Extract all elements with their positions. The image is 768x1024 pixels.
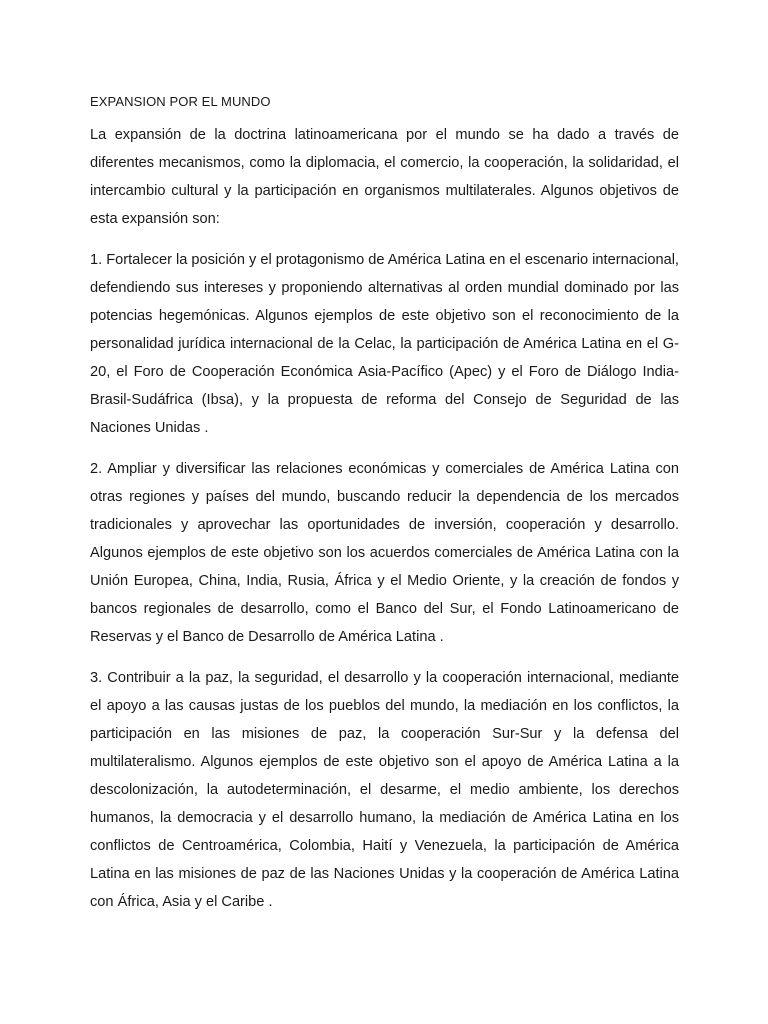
objective-2-paragraph: 2. Ampliar y diversificar las relaciones económicas y comerciales de América Latina con otras regiones y países del mundo, buscando reducir la dependencia de los mercados tradicionales y aprovechar las oportunidades de inversión, cooperación y desarrollo. Algunos ejemplos de este objetivo son los acuerdos comerciales de América Latina con la Unión Europea, China, India, Rusia, África y el Medio Oriente, y la creación de fondos y bancos regionales de desarrollo, como el Banco del Sur, el Fondo Latinoamericano de Reservas y el Banco de Desarrollo de América Latina . (90, 461, 679, 645)
intro-paragraph: La expansión de la doctrina latinoamericana por el mundo se ha dado a través de diferentes mecanismos, como la diplomacia, el comercio, la cooperación, la solidaridad, el intercambio cultural y la participación en organismos multilaterales. Algunos objetivos de esta expansión son: (90, 127, 679, 227)
objective-1-paragraph: 1. Fortalecer la posición y el protagonismo de América Latina en el escenario internacional, defendiendo sus intereses y proponiendo alternativas al orden mundial dominado por las potencias hegemónicas. Algunos ejemplos de este objetivo son el reconocimiento de la personalidad jurídica internacional de la Celac, la participación de América Latina en el G-20, el Foro de Cooperación Económica Asia-Pacífico (Apec) y el Foro de Diálogo India-Brasil-Sudáfrica (Ibsa), y la propuesta de reforma del Consejo de Seguridad de las Naciones Unidas . (90, 252, 679, 436)
objective-3-paragraph: 3. Contribuir a la paz, la seguridad, el desarrollo y la cooperación internacional, mediante el apoyo a las causas justas de los pueblos del mundo, la mediación en los conflictos, la participación en las misiones de paz, la cooperación Sur-Sur y la defensa del multilateralismo. Algunos ejemplos de este objetivo son el apoyo de América Latina a la descolonización, la autodeterminación, el desarme, el medio ambiente, los derechos humanos, la democracia y el desarrollo humano, la mediación de América Latina en los conflictos de Centroamérica, Colombia, Haití y Venezuela, la participación de América Latina en las misiones de paz de las Naciones Unidas y la cooperación de América Latina con África, Asia y el Caribe . (90, 670, 679, 910)
document-title: EXPANSION POR EL MUNDO (90, 94, 271, 109)
document-page (90, 92, 679, 929)
